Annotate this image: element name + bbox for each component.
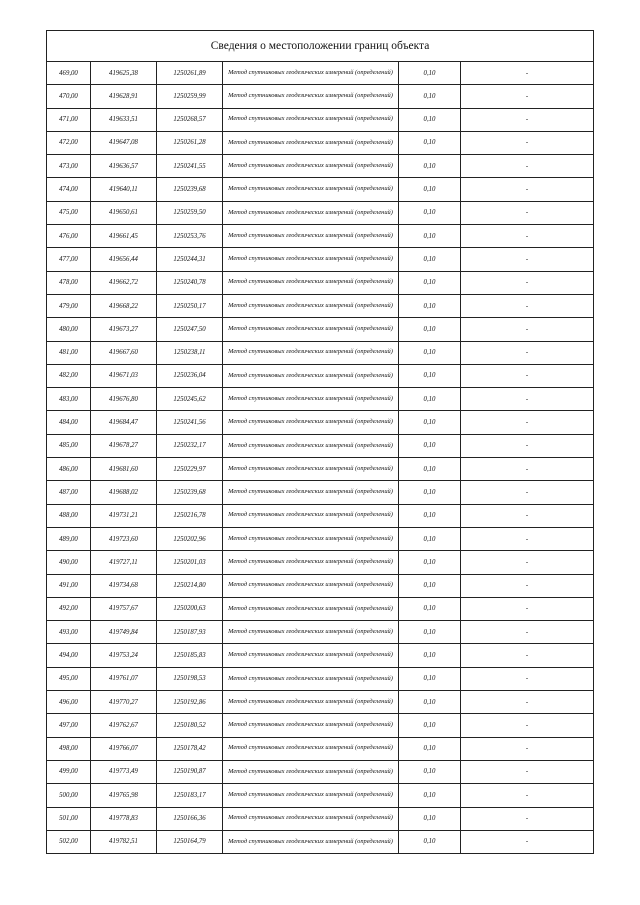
coord-y-cell: 1250187,93 xyxy=(157,621,223,644)
description-cell: - xyxy=(461,201,594,224)
table-row xyxy=(47,108,594,131)
description-cell: - xyxy=(461,458,594,481)
accuracy-cell: 0,10 xyxy=(399,271,461,294)
point-number-cell: 498,00 xyxy=(47,737,91,760)
accuracy-cell: 0,10 xyxy=(399,225,461,248)
method-cell: Метод спутниковых геодезических измерений (определений) xyxy=(223,644,399,667)
point-number-cell: 473,00 xyxy=(47,155,91,178)
table-row xyxy=(47,597,594,620)
coord-x-cell: 419640,11 xyxy=(91,178,157,201)
coord-x-cell: 419636,57 xyxy=(91,155,157,178)
coord-y-cell: 1250202,96 xyxy=(157,527,223,550)
coord-y-cell: 1250232,17 xyxy=(157,434,223,457)
table-row xyxy=(47,155,594,178)
coord-y-cell: 1250247,50 xyxy=(157,318,223,341)
accuracy-cell: 0,10 xyxy=(399,504,461,527)
coord-x-cell: 419753,24 xyxy=(91,644,157,667)
coord-x-cell: 419762,67 xyxy=(91,714,157,737)
method-cell: Метод спутниковых геодезических измерений (определений) xyxy=(223,574,399,597)
table-row xyxy=(47,62,594,85)
method-cell: Метод спутниковых геодезических измерений (определений) xyxy=(223,830,399,853)
coord-x-cell: 419676,80 xyxy=(91,388,157,411)
description-cell: - xyxy=(461,737,594,760)
accuracy-cell: 0,10 xyxy=(399,481,461,504)
method-cell: Метод спутниковых геодезических измерений (определений) xyxy=(223,108,399,131)
description-cell: - xyxy=(461,691,594,714)
coord-y-cell: 1250229,97 xyxy=(157,458,223,481)
table-row xyxy=(47,481,594,504)
description-cell: - xyxy=(461,108,594,131)
description-cell: - xyxy=(461,597,594,620)
method-cell: Метод спутниковых геодезических измерений (определений) xyxy=(223,434,399,457)
method-cell: Метод спутниковых геодезических измерений (определений) xyxy=(223,411,399,434)
coord-x-cell: 419761,07 xyxy=(91,667,157,690)
description-cell: - xyxy=(461,62,594,85)
coord-x-cell: 419770,27 xyxy=(91,691,157,714)
accuracy-cell: 0,10 xyxy=(399,458,461,481)
point-number-cell: 486,00 xyxy=(47,458,91,481)
coord-y-cell: 1250239,68 xyxy=(157,481,223,504)
point-number-cell: 475,00 xyxy=(47,201,91,224)
method-cell: Метод спутниковых геодезических измерений (определений) xyxy=(223,667,399,690)
method-cell: Метод спутниковых геодезических измерений (определений) xyxy=(223,807,399,830)
coord-x-cell: 419661,45 xyxy=(91,225,157,248)
accuracy-cell: 0,10 xyxy=(399,784,461,807)
coord-x-cell: 419673,27 xyxy=(91,318,157,341)
coord-y-cell: 1250241,56 xyxy=(157,411,223,434)
coord-y-cell: 1250253,76 xyxy=(157,225,223,248)
method-cell: Метод спутниковых геодезических измерений (определений) xyxy=(223,737,399,760)
description-cell: - xyxy=(461,481,594,504)
accuracy-cell: 0,10 xyxy=(399,621,461,644)
table-row xyxy=(47,341,594,364)
description-cell: - xyxy=(461,411,594,434)
table-row xyxy=(47,714,594,737)
method-cell: Метод спутниковых геодезических измерений (определений) xyxy=(223,318,399,341)
description-cell: - xyxy=(461,667,594,690)
table-row xyxy=(47,551,594,574)
accuracy-cell: 0,10 xyxy=(399,527,461,550)
coord-x-cell: 419656,44 xyxy=(91,248,157,271)
point-number-cell: 480,00 xyxy=(47,318,91,341)
table-row xyxy=(47,294,594,317)
coord-y-cell: 1250185,83 xyxy=(157,644,223,667)
description-cell: - xyxy=(461,434,594,457)
description-cell: - xyxy=(461,131,594,154)
table-row xyxy=(47,574,594,597)
method-cell: Метод спутниковых геодезических измерений (определений) xyxy=(223,458,399,481)
accuracy-cell: 0,10 xyxy=(399,760,461,783)
accuracy-cell: 0,10 xyxy=(399,411,461,434)
coord-y-cell: 1250244,31 xyxy=(157,248,223,271)
accuracy-cell: 0,10 xyxy=(399,201,461,224)
point-number-cell: 483,00 xyxy=(47,388,91,411)
description-cell: - xyxy=(461,294,594,317)
table-row xyxy=(47,807,594,830)
coord-y-cell: 1250201,03 xyxy=(157,551,223,574)
point-number-cell: 502,00 xyxy=(47,830,91,853)
coord-y-cell: 1250192,86 xyxy=(157,691,223,714)
coord-y-cell: 1250214,80 xyxy=(157,574,223,597)
description-cell: - xyxy=(461,807,594,830)
point-number-cell: 482,00 xyxy=(47,364,91,387)
accuracy-cell: 0,10 xyxy=(399,830,461,853)
description-cell: - xyxy=(461,574,594,597)
description-cell: - xyxy=(461,504,594,527)
table-row xyxy=(47,411,594,434)
accuracy-cell: 0,10 xyxy=(399,108,461,131)
method-cell: Метод спутниковых геодезических измерений (определений) xyxy=(223,760,399,783)
accuracy-cell: 0,10 xyxy=(399,178,461,201)
coord-y-cell: 1250190,87 xyxy=(157,760,223,783)
point-number-cell: 491,00 xyxy=(47,574,91,597)
point-number-cell: 478,00 xyxy=(47,271,91,294)
description-cell: - xyxy=(461,714,594,737)
point-number-cell: 495,00 xyxy=(47,667,91,690)
point-number-cell: 492,00 xyxy=(47,597,91,620)
coord-y-cell: 1250259,50 xyxy=(157,201,223,224)
coord-x-cell: 419766,07 xyxy=(91,737,157,760)
description-cell: - xyxy=(461,527,594,550)
table-row xyxy=(47,388,594,411)
coord-y-cell: 1250259,99 xyxy=(157,85,223,108)
method-cell: Метод спутниковых геодезических измерений (определений) xyxy=(223,388,399,411)
table-row xyxy=(47,644,594,667)
coord-y-cell: 1250245,62 xyxy=(157,388,223,411)
description-cell: - xyxy=(461,178,594,201)
coord-x-cell: 419662,72 xyxy=(91,271,157,294)
coord-y-cell: 1250166,36 xyxy=(157,807,223,830)
accuracy-cell: 0,10 xyxy=(399,131,461,154)
coord-x-cell: 419633,51 xyxy=(91,108,157,131)
method-cell: Метод спутниковых геодезических измерений (определений) xyxy=(223,784,399,807)
table-row xyxy=(47,691,594,714)
coord-x-cell: 419734,68 xyxy=(91,574,157,597)
method-cell: Метод спутниковых геодезических измерений (определений) xyxy=(223,597,399,620)
accuracy-cell: 0,10 xyxy=(399,364,461,387)
table-row xyxy=(47,527,594,550)
coord-y-cell: 1250236,04 xyxy=(157,364,223,387)
coord-x-cell: 419647,08 xyxy=(91,131,157,154)
description-cell: - xyxy=(461,85,594,108)
coord-y-cell: 1250198,53 xyxy=(157,667,223,690)
coord-y-cell: 1250240,78 xyxy=(157,271,223,294)
point-number-cell: 471,00 xyxy=(47,108,91,131)
accuracy-cell: 0,10 xyxy=(399,434,461,457)
point-number-cell: 481,00 xyxy=(47,341,91,364)
point-number-cell: 485,00 xyxy=(47,434,91,457)
coord-x-cell: 419684,47 xyxy=(91,411,157,434)
title-row xyxy=(47,31,594,62)
description-cell: - xyxy=(461,225,594,248)
coord-y-cell: 1250241,55 xyxy=(157,155,223,178)
coord-y-cell: 1250268,57 xyxy=(157,108,223,131)
coord-x-cell: 419765,98 xyxy=(91,784,157,807)
method-cell: Метод спутниковых геодезических измерений (определений) xyxy=(223,201,399,224)
accuracy-cell: 0,10 xyxy=(399,248,461,271)
table-row xyxy=(47,667,594,690)
description-cell: - xyxy=(461,551,594,574)
method-cell: Метод спутниковых геодезических измерений (определений) xyxy=(223,551,399,574)
coord-x-cell: 419731,21 xyxy=(91,504,157,527)
method-cell: Метод спутниковых геодезических измерений (определений) xyxy=(223,271,399,294)
coord-x-cell: 419723,60 xyxy=(91,527,157,550)
coord-x-cell: 419749,84 xyxy=(91,621,157,644)
description-cell: - xyxy=(461,364,594,387)
point-number-cell: 472,00 xyxy=(47,131,91,154)
method-cell: Метод спутниковых геодезических измерений (определений) xyxy=(223,481,399,504)
coord-x-cell: 419727,11 xyxy=(91,551,157,574)
coord-y-cell: 1250200,63 xyxy=(157,597,223,620)
table-row xyxy=(47,225,594,248)
table-title: Сведения о местоположении границ объекта xyxy=(47,31,594,62)
point-number-cell: 493,00 xyxy=(47,621,91,644)
table-row xyxy=(47,784,594,807)
accuracy-cell: 0,10 xyxy=(399,714,461,737)
coord-y-cell: 1250239,68 xyxy=(157,178,223,201)
coord-x-cell: 419625,38 xyxy=(91,62,157,85)
coord-x-cell: 419628,91 xyxy=(91,85,157,108)
method-cell: Метод спутниковых геодезических измерений (определений) xyxy=(223,341,399,364)
method-cell: Метод спутниковых геодезических измерений (определений) xyxy=(223,248,399,271)
coord-y-cell: 1250238,11 xyxy=(157,341,223,364)
coord-y-cell: 1250216,78 xyxy=(157,504,223,527)
description-cell: - xyxy=(461,644,594,667)
coord-x-cell: 419668,22 xyxy=(91,294,157,317)
table-row xyxy=(47,760,594,783)
accuracy-cell: 0,10 xyxy=(399,667,461,690)
point-number-cell: 476,00 xyxy=(47,225,91,248)
coord-y-cell: 1250178,42 xyxy=(157,737,223,760)
document-sheet xyxy=(46,30,593,854)
method-cell: Метод спутниковых геодезических измерений (определений) xyxy=(223,714,399,737)
coord-x-cell: 419681,60 xyxy=(91,458,157,481)
accuracy-cell: 0,10 xyxy=(399,294,461,317)
accuracy-cell: 0,10 xyxy=(399,62,461,85)
point-number-cell: 469,00 xyxy=(47,62,91,85)
description-cell: - xyxy=(461,271,594,294)
coord-y-cell: 1250261,89 xyxy=(157,62,223,85)
method-cell: Метод спутниковых геодезических измерений (определений) xyxy=(223,225,399,248)
point-number-cell: 477,00 xyxy=(47,248,91,271)
coord-y-cell: 1250250,17 xyxy=(157,294,223,317)
accuracy-cell: 0,10 xyxy=(399,155,461,178)
table-row xyxy=(47,271,594,294)
accuracy-cell: 0,10 xyxy=(399,388,461,411)
point-number-cell: 474,00 xyxy=(47,178,91,201)
coord-x-cell: 419667,60 xyxy=(91,341,157,364)
description-cell: - xyxy=(461,784,594,807)
description-cell: - xyxy=(461,248,594,271)
method-cell: Метод спутниковых геодезических измерений (определений) xyxy=(223,527,399,550)
point-number-cell: 487,00 xyxy=(47,481,91,504)
table-row xyxy=(47,364,594,387)
accuracy-cell: 0,10 xyxy=(399,551,461,574)
boundary-coordinates-table xyxy=(46,30,594,854)
coord-x-cell: 419650,61 xyxy=(91,201,157,224)
table-row xyxy=(47,178,594,201)
coord-y-cell: 1250164,79 xyxy=(157,830,223,853)
method-cell: Метод спутниковых геодезических измерений (определений) xyxy=(223,131,399,154)
point-number-cell: 490,00 xyxy=(47,551,91,574)
point-number-cell: 470,00 xyxy=(47,85,91,108)
method-cell: Метод спутниковых геодезических измерений (определений) xyxy=(223,364,399,387)
point-number-cell: 496,00 xyxy=(47,691,91,714)
point-number-cell: 479,00 xyxy=(47,294,91,317)
method-cell: Метод спутниковых геодезических измерений (определений) xyxy=(223,178,399,201)
point-number-cell: 494,00 xyxy=(47,644,91,667)
point-number-cell: 501,00 xyxy=(47,807,91,830)
accuracy-cell: 0,10 xyxy=(399,574,461,597)
coord-x-cell: 419782,51 xyxy=(91,830,157,853)
coord-y-cell: 1250183,17 xyxy=(157,784,223,807)
method-cell: Метод спутниковых геодезических измерений (определений) xyxy=(223,85,399,108)
coord-x-cell: 419778,83 xyxy=(91,807,157,830)
point-number-cell: 484,00 xyxy=(47,411,91,434)
table-row xyxy=(47,201,594,224)
accuracy-cell: 0,10 xyxy=(399,85,461,108)
point-number-cell: 488,00 xyxy=(47,504,91,527)
table-row xyxy=(47,737,594,760)
table-row xyxy=(47,318,594,341)
accuracy-cell: 0,10 xyxy=(399,597,461,620)
coord-x-cell: 419688,02 xyxy=(91,481,157,504)
description-cell: - xyxy=(461,318,594,341)
coord-y-cell: 1250261,28 xyxy=(157,131,223,154)
coord-x-cell: 419671,03 xyxy=(91,364,157,387)
description-cell: - xyxy=(461,155,594,178)
accuracy-cell: 0,10 xyxy=(399,318,461,341)
table-row xyxy=(47,504,594,527)
point-number-cell: 500,00 xyxy=(47,784,91,807)
coord-y-cell: 1250180,52 xyxy=(157,714,223,737)
accuracy-cell: 0,10 xyxy=(399,807,461,830)
description-cell: - xyxy=(461,760,594,783)
accuracy-cell: 0,10 xyxy=(399,644,461,667)
method-cell: Метод спутниковых геодезических измерений (определений) xyxy=(223,691,399,714)
description-cell: - xyxy=(461,341,594,364)
point-number-cell: 499,00 xyxy=(47,760,91,783)
coord-x-cell: 419757,67 xyxy=(91,597,157,620)
table-row xyxy=(47,85,594,108)
description-cell: - xyxy=(461,388,594,411)
method-cell: Метод спутниковых геодезических измерений (определений) xyxy=(223,621,399,644)
method-cell: Метод спутниковых геодезических измерений (определений) xyxy=(223,504,399,527)
coord-x-cell: 419678,27 xyxy=(91,434,157,457)
table-row xyxy=(47,434,594,457)
table-row xyxy=(47,621,594,644)
method-cell: Метод спутниковых геодезических измерений (определений) xyxy=(223,294,399,317)
method-cell: Метод спутниковых геодезических измерений (определений) xyxy=(223,62,399,85)
accuracy-cell: 0,10 xyxy=(399,341,461,364)
accuracy-cell: 0,10 xyxy=(399,737,461,760)
point-number-cell: 489,00 xyxy=(47,527,91,550)
description-cell: - xyxy=(461,621,594,644)
table-row xyxy=(47,248,594,271)
table-row xyxy=(47,131,594,154)
method-cell: Метод спутниковых геодезических измерений (определений) xyxy=(223,155,399,178)
table-row xyxy=(47,830,594,853)
table-row xyxy=(47,458,594,481)
accuracy-cell: 0,10 xyxy=(399,691,461,714)
coord-x-cell: 419773,49 xyxy=(91,760,157,783)
point-number-cell: 497,00 xyxy=(47,714,91,737)
description-cell: - xyxy=(461,830,594,853)
